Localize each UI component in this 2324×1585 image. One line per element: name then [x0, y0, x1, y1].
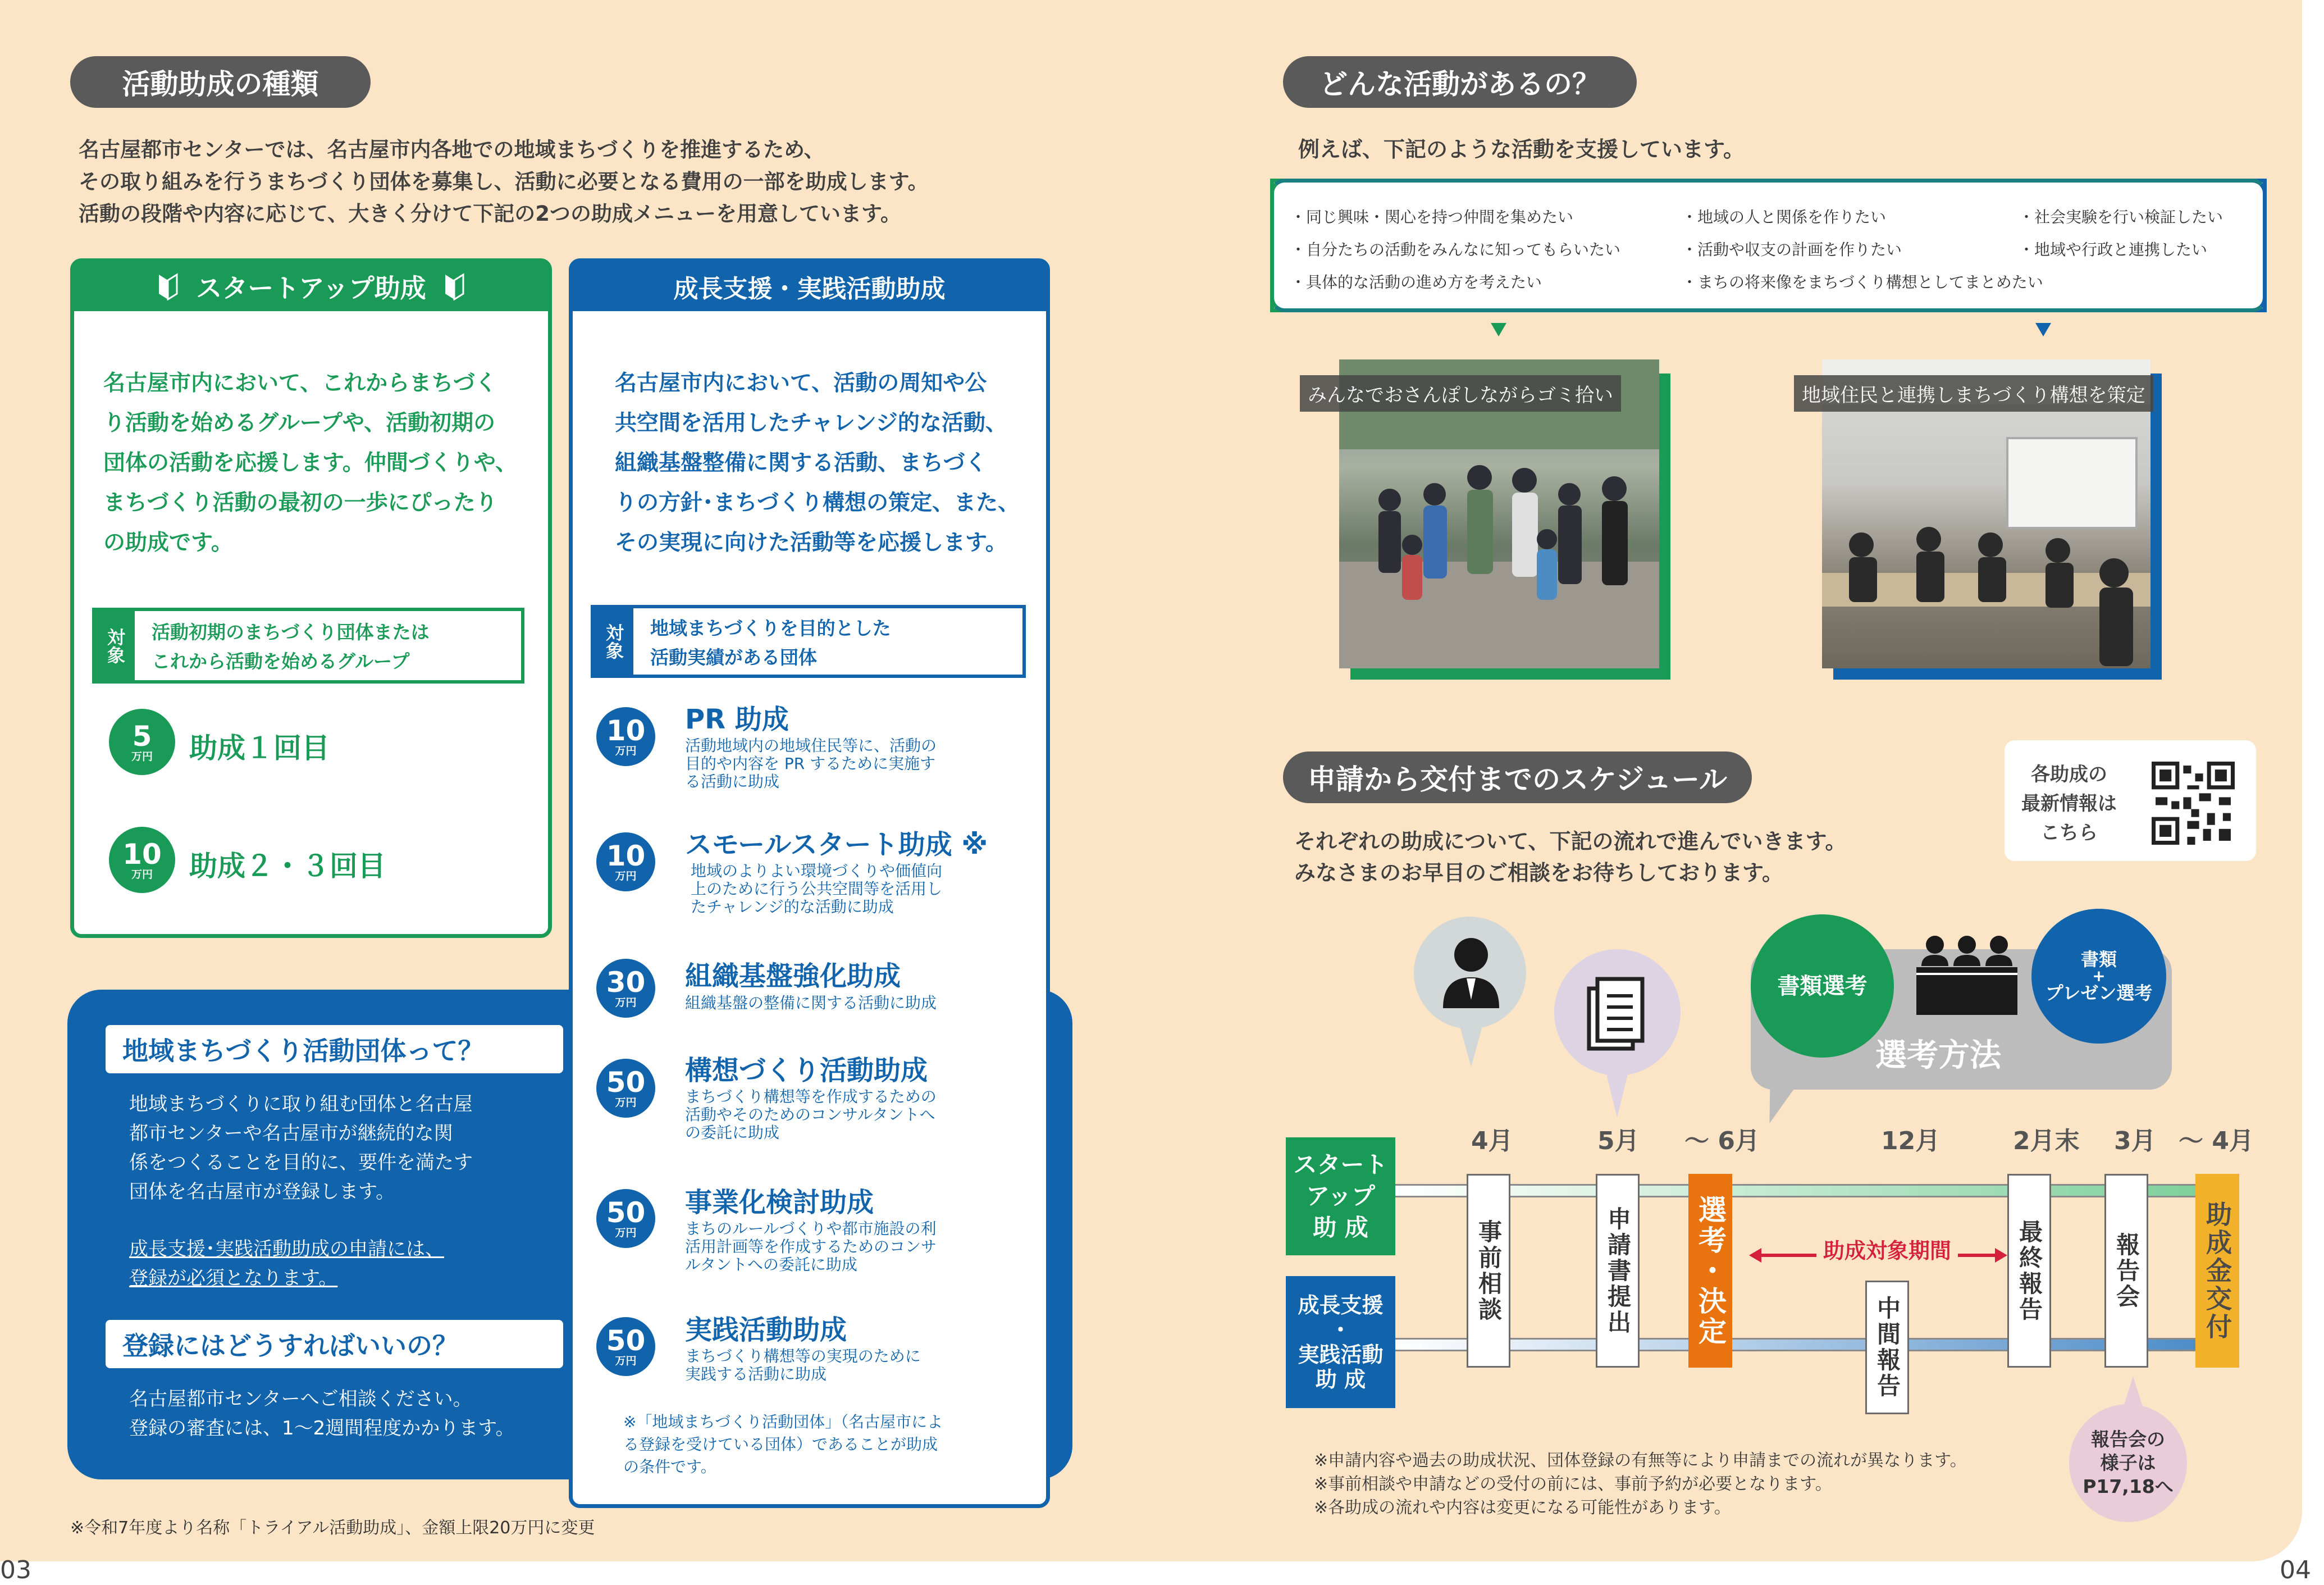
bubble-tail [1459, 1022, 1483, 1067]
startup-row-label [1286, 1137, 1395, 1255]
step-apply: 申請書提出 [1596, 1174, 1640, 1368]
beginner-mark-icon [443, 272, 465, 300]
activity-item: ・地域の人と関係を作りたい [1682, 208, 1887, 226]
qr-text-line: 各助成の [2031, 763, 2107, 786]
activity-col-2 [1682, 201, 2043, 299]
period-label: 助成対象期間 [1816, 1233, 1958, 1264]
left-footnote: ※令和7年度より名称「トライアル活動助成」、金額上限20万円に変更 [70, 1518, 595, 1538]
grant-desc [685, 1220, 937, 1274]
startup-item-label: 助成１回目 [189, 732, 330, 764]
growth-card [569, 258, 1050, 1508]
grant-desc-line: 目的や内容を PR するために実施す [685, 754, 936, 773]
grant-name: 組織基盤強化助成 [685, 960, 901, 992]
schedule-intro-line: それぞれの助成について、下記の流れで進んでいきます。 [1294, 829, 1847, 854]
section-title-types: 活動助成の種類 [70, 56, 371, 108]
person-icon [1437, 932, 1505, 1011]
grant-desc-line: ルタントへの委託に助成 [685, 1255, 857, 1274]
grant-desc-line: 活動やそのためのコンサルタントへ [685, 1105, 935, 1124]
grant-name: 実践活動助成 [685, 1314, 847, 1346]
startup-item-label: 助成２・３回目 [189, 850, 386, 882]
grant-desc-line: の委託に助成 [685, 1123, 780, 1142]
intro-line: その取り組みを行うまちづくり団体を募集し、活動に必要となる費用の一部を助成します。 [79, 170, 929, 194]
document-selection-circle: 書類選考 [1751, 914, 1894, 1058]
qr-text-line: こちら [2040, 822, 2098, 844]
target-label: 対象 [95, 611, 135, 680]
amount-badge: 10 万円 [596, 832, 655, 891]
answer-line: 登録が必須となります。 [129, 1267, 338, 1290]
desc-line: まちづくり活動の最初の一歩にぴったり [103, 490, 497, 516]
target-line: 地域まちづくりを目的とした [650, 617, 891, 639]
grant-desc-line: まちづくり構想等を作成するための [685, 1087, 937, 1106]
grant-name: 構想づくり活動助成 [685, 1055, 928, 1086]
beginner-mark-icon [157, 272, 179, 300]
row-label-line: ・ [1330, 1317, 1352, 1342]
growth-row-label [1286, 1276, 1395, 1408]
page-number-right: 04 [2280, 1556, 2311, 1584]
desc-line: りの方針･まちづくり構想の策定、また、 [615, 490, 1020, 516]
grant-desc [685, 1088, 937, 1142]
activity-item: ・自分たちの活動をみんなに知ってもらいたい [1290, 240, 1621, 259]
startup-target-text [152, 618, 430, 676]
activity-item: ・社会実験を行い検証したい [2019, 208, 2223, 226]
page-number-left: 03 [0, 1556, 31, 1584]
row-label-line: 成長支援 [1298, 1292, 1384, 1318]
startup-target-box [92, 608, 524, 684]
growth-timeline [1395, 1338, 2201, 1351]
qa-question-2: 登録にはどうすればいいの？ [106, 1320, 563, 1368]
grant-desc-line: 組織基盤の整備に関する活動に助成 [685, 994, 937, 1012]
answer-line: 係をつくることを目的に、要件を満たす [129, 1151, 473, 1174]
step-final-report: 最終報告 [2007, 1174, 2051, 1368]
month-label: 12月 [1881, 1127, 1941, 1155]
target-line: 活動実績がある団体 [650, 646, 817, 668]
photo-caption-1: みんなでおさんぽしながらゴミ拾い [1300, 375, 1621, 412]
grant-desc-line: たチャレンジ的な活動に助成 [691, 898, 894, 916]
growth-title: 成長支援・実践活動助成 [572, 262, 1047, 311]
schedule-notes [1314, 1449, 1967, 1520]
qa-question-1: 地域まちづくり活動団体って？ [106, 1025, 563, 1073]
grant-desc [685, 1347, 921, 1383]
month-label: 〜 6月 [1684, 1127, 1760, 1155]
month-label: 〜 4月 [2179, 1127, 2254, 1155]
arrow-right-icon [1995, 1248, 2007, 1263]
month-label: 2月末 [2013, 1127, 2080, 1155]
grant-desc-line: まちづくり構想等の実現のために [685, 1347, 921, 1365]
grant-desc-line: 地域のよりよい環境づくりや価値向 [691, 862, 943, 880]
startup-title: スタートアップ助成 [196, 273, 426, 303]
note-line: る登録を受けている団体）であることが助成 [623, 1435, 938, 1454]
desc-line: 団体の活動を応援します。仲間づくりや、 [103, 450, 518, 476]
activity-col-3 [2019, 201, 2223, 266]
photo-caption-2: 地域住民と連携しまちづくり構想を策定 [1794, 375, 2153, 412]
schedule-intro [1294, 826, 1846, 889]
amount-badge: 10 万円 [596, 707, 655, 766]
step-payment: 助成金交付 [2195, 1174, 2239, 1368]
answer-line: 団体を名古屋市が登録します。 [129, 1181, 395, 1203]
note-line: ※各助成の流れや内容は変更になる可能性があります。 [1314, 1498, 1731, 1518]
note-line: ※「地域まちづくり活動団体」（名古屋市によ [623, 1413, 943, 1431]
activity-item: ・同じ興味・関心を持つ仲間を集めたい [1290, 208, 1574, 226]
step-report-meeting: 報告会 [2104, 1174, 2148, 1368]
activity-item: ・地域や行政と連携したい [2019, 240, 2208, 259]
desc-line: の助成です。 [103, 530, 233, 555]
activity-item: ・まちの将来像をまちづくり構想としてまとめたい [1682, 273, 2043, 292]
growth-target-text [650, 614, 891, 672]
month-label: 5月 [1597, 1127, 1640, 1155]
amount-badge: 50 万円 [596, 1059, 655, 1118]
grant-desc [685, 994, 937, 1012]
grant-desc-line: まちのルールづくりや都市施設の利 [685, 1219, 937, 1238]
activity-item: ・具体的な活動の進め方を考えたい [1290, 273, 1542, 292]
grant-desc-line: 上のために行う公共空間等を活用し [691, 880, 943, 898]
section-title-schedule: 申請から交付までのスケジュール [1283, 751, 1752, 803]
grant-name: PR 助成 [685, 704, 789, 735]
answer-line: 都市センターや名古屋市が継続的な関 [129, 1122, 453, 1145]
row-label-line: アップ [1305, 1182, 1376, 1210]
qr-text [2021, 760, 2117, 848]
row-label-line: スタート [1293, 1151, 1388, 1178]
left-intro [79, 134, 929, 230]
grant-name: 事業化検討助成 [685, 1187, 874, 1218]
answer-line: 地域まちづくりに取り組む団体と名古屋 [129, 1093, 473, 1115]
intro-line: 名古屋都市センターでは、名古屋市内各地での地域まちづくりを推進するため、 [79, 138, 825, 162]
note-line: ※申請内容や過去の助成状況、団体登録の有無等により申請までの流れが異なります。 [1314, 1451, 1967, 1470]
qr-card [2005, 740, 2256, 861]
step-mid-report: 中間報告 [1865, 1281, 1909, 1414]
startup-desc [103, 363, 517, 563]
amount-badge: 5 万円 [109, 709, 175, 775]
presentation-selection-circle: 書類 + プレゼン選考 [2031, 909, 2166, 1044]
grant-name: スモールスタート助成 ※ [685, 829, 988, 860]
startup-card [70, 258, 552, 938]
grant-desc-line: 実践する活動に助成 [685, 1365, 827, 1383]
month-label: 4月 [1471, 1127, 1513, 1155]
document-icon [1583, 974, 1651, 1053]
desc-line: 名古屋市内において、活動の周知や公 [615, 371, 987, 396]
target-line: 活動初期のまちづくり団体または [152, 621, 430, 643]
row-label-line: 助 成 [1315, 1367, 1366, 1392]
intro-line: 活動の段階や内容に応じて、大きく分けて下記の2つの助成メニューを用意しています。 [79, 202, 902, 226]
row-label-line: 助 成 [1313, 1214, 1368, 1241]
amount-badge: 50 万円 [596, 1189, 655, 1248]
target-label: 対象 [594, 608, 633, 675]
activity-item: ・活動や収支の計画を作りたい [1682, 240, 1902, 259]
report-bubble[interactable]: 報告会の 様子は P17,18へ [2069, 1404, 2187, 1522]
activity-col-1 [1290, 201, 1620, 299]
arrow-down-icon [1491, 323, 1506, 336]
desc-line: り活動を始めるグループや、活動初期の [103, 411, 496, 436]
desc-line: その実現に向けた活動等を応援します。 [615, 530, 1007, 555]
step-consult: 事前相談 [1467, 1174, 1510, 1368]
row-label-line: 実践活動 [1298, 1342, 1384, 1367]
grant-desc [685, 737, 937, 791]
growth-note [623, 1411, 943, 1478]
panel-judges-icon [1914, 932, 2020, 1017]
qr-text-line: 最新情報は [2021, 793, 2117, 815]
qa-answer-2 [129, 1384, 515, 1443]
grant-desc-line: る活動に助成 [685, 772, 780, 791]
target-line: これから活動を始めるグループ [152, 650, 410, 672]
desc-line: 共空間を活用したチャレンジ的な活動、 [615, 411, 1007, 436]
amount-badge: 50 万円 [596, 1317, 655, 1376]
grant-desc-line: 活動地域内の地域住民等に、活動の [685, 736, 937, 755]
note-line: の条件です。 [623, 1458, 716, 1476]
selection-method-label: 選考方法 [1875, 1037, 2001, 1074]
desc-line: 名古屋市内において、これからまちづく [103, 371, 497, 396]
growth-target-box [591, 605, 1026, 678]
schedule-intro-line: みなさまのお早目のご相談をお待ちしております。 [1294, 860, 1783, 885]
section-title-activities: どんな活動があるの？ [1283, 56, 1637, 108]
grant-desc-line: 活用計画等を作成するためのコンサ [685, 1237, 937, 1256]
qa-answer-1 [129, 1090, 473, 1293]
startup-timeline [1395, 1184, 2201, 1197]
arrow-left-icon [1749, 1248, 1761, 1263]
amount-badge: 30 万円 [596, 959, 655, 1018]
answer-line: 名古屋都市センターへご相談ください。 [129, 1388, 472, 1410]
answer-line: 成長支援･実践活動助成の申請には、 [129, 1238, 444, 1260]
amount-badge: 10 万円 [109, 827, 175, 893]
desc-line: 組織基盤整備に関する活動、まちづく [615, 450, 987, 476]
bubble-tail [1605, 1067, 1629, 1118]
qr-code-icon[interactable] [2152, 762, 2235, 845]
activities-intro: 例えば、下記のような活動を支援しています。 [1298, 137, 1745, 162]
grant-desc [691, 862, 942, 916]
month-label: 3月 [2114, 1127, 2156, 1155]
step-select: 選考・決定 [1688, 1174, 1732, 1368]
note-line: ※事前相談や申請などの受付の前には、事前予約が必要となります。 [1314, 1474, 1832, 1494]
answer-line: 登録の審査には、1〜2週間程度かかります。 [129, 1417, 515, 1440]
growth-desc [615, 363, 1020, 563]
arrow-down-icon [2035, 323, 2051, 336]
startup-header [74, 262, 549, 311]
